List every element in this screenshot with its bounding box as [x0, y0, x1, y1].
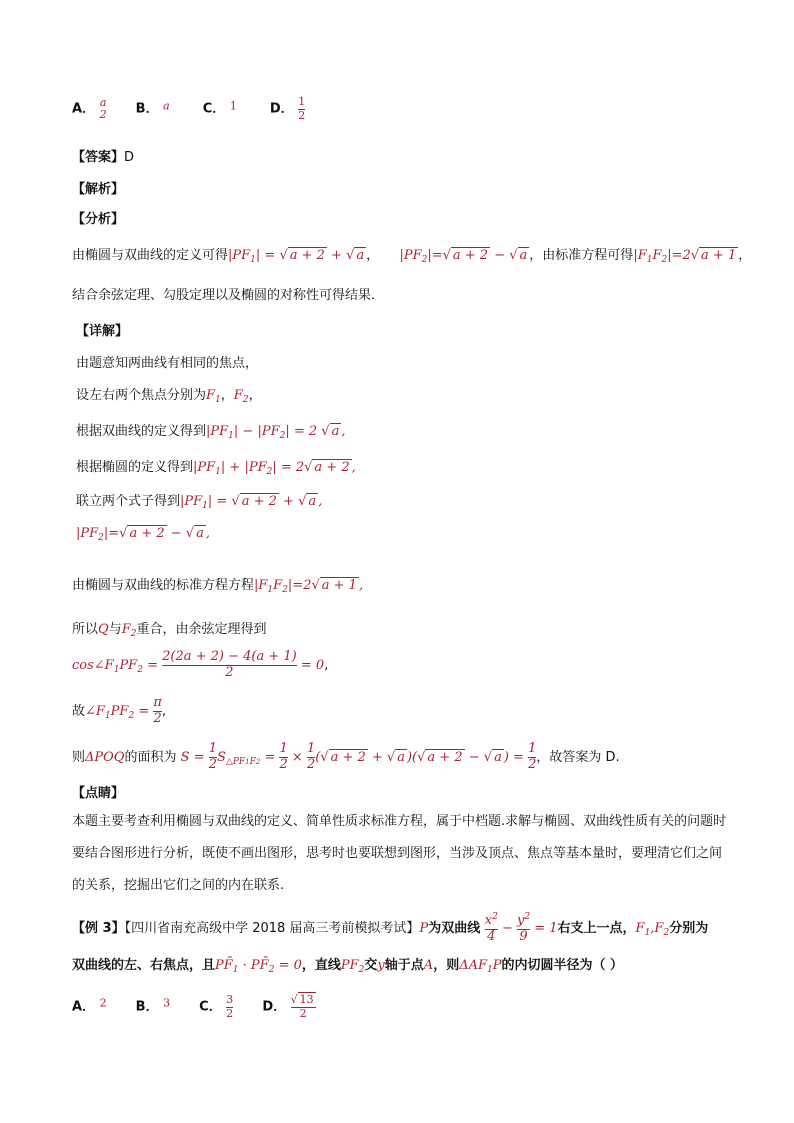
detail-s2: 设左右两个焦点分别为$F_1$，$F_2$， [76, 388, 262, 405]
cosine-fraction: $\frac{2(2a + 2) - 4(a + 1)}{2}$ [162, 649, 297, 680]
formula-pf1: $|PF_1|$ = √ a + 2 + √ a [228, 248, 365, 265]
detail-s4: 根据椭圆的定义得到$|PF_1| + |PF_2| = 2√$ a + 2 , [76, 460, 356, 477]
detail-s6 [76, 526, 210, 543]
detail-s11: 则ΔPOQ的面积为 S = $\frac{1}{2}$ $S_{\triangle PF1F2}$ = $\frac{1}{2}$ × $\frac{1}{2}$ (√ a + 2 + √ a )(√ a + 2 − √ a ) = $\frac{1}{2}$ ，故答案为 D. [72, 741, 620, 772]
formula-f1f2-std: $|F_1F_2|=2√$ a + 1 , [254, 578, 364, 595]
formula-pf1-result: $|PF_1|$ = √ a + 2 + √ a , [180, 494, 323, 511]
formula-ellipse-def: $|PF_1| + |PF_2| = 2√$ a + 2 , [193, 460, 356, 477]
example3-options: A． $^2$ B． $^3$ C． $\frac{3}{2}$ D． $\frac{√ 13}{2}$ [72, 993, 314, 1020]
area-formula: S = $\frac{1}{2}$ $S_{\triangle PF1F2}$ = $\frac{1}{2}$ × $\frac{1}{2}$ (√ a + 2 + √ a )(√ a + 2 − √ a ) = $\frac{1}{2}$ [180, 741, 537, 772]
fenxi-line-1: 由椭圆与双曲线的定义可得$|PF_1|$ = √ a + 2 + √ a ， $|PF_2|=√$ a + 2 − √ a ，由标准方程可得$|F_1F_2|=2√$ a + 1 ， [72, 248, 752, 265]
prev-question-options [72, 96, 305, 122]
answer-tag: 【答案】 [72, 150, 125, 165]
detail-s1: 由题意知两曲线有相同的焦点， [76, 356, 259, 371]
fenxi-line-2: 结合余弦定理、勾股定理以及椭圆的对称性可得结果. [72, 288, 376, 303]
formula-hyperbola-def: $|PF_1| - |PF_2| = 2$ √ a , [206, 424, 346, 441]
detail-s8: 所以Q与$F_2$重合，由余弦定理得到 [72, 622, 267, 639]
hyperbola-equation: $\frac{x^2}{4}$ − $\frac{y^2}{9}$ = 1 [484, 912, 558, 944]
dianjing-text: 本题主要考查利用椭圆与双曲线的定义、简单性质求标准方程，属于中档题.求解与椭圆、双曲线性质有关的问题时要结合图形进行分析，既使不画出图形，思考时也要联想到图形，当涉及顶点、焦点等基本量时，要理清它们之间的关系，挖掘出它们之间的内在联系. [72, 814, 727, 893]
option-c-value: 1 [229, 99, 237, 113]
detail-s10: 故$\angle F_1PF_2$ = $\frac{\pi}{2}$ , [72, 695, 167, 726]
fenxi-tag: 【分析】 [72, 212, 125, 227]
angle-fraction: $\frac{\pi}{2}$ [153, 695, 162, 726]
detail-s5: 联立两个式子得到$|PF_1|$ = √ a + 2 + √ a , [76, 494, 323, 511]
answer-line [72, 146, 134, 165]
example3-line-2: 双曲线的左、右焦点，且$PF̄_1$ · $PF̄_2 = 0$，直线$PF_2$交y轴于点A，则$\Delta AF_1P$的内切圆半径为（ ） [72, 958, 624, 975]
formula-pf2-result: $|PF_2|=√$ a + 2 − √ a , [76, 526, 210, 543]
detail-s7: 由椭圆与双曲线的标准方程方程$|F_1F_2|=2√$ a + 1 , [72, 578, 364, 595]
formula-pf2: $|PF_2|=√$ a + 2 − √ a [399, 248, 528, 265]
formula-f1f2: $|F_1F_2|=2√$ a + 1 [633, 248, 737, 265]
analysis-tag: 【解析】 [72, 182, 125, 197]
option-d-label: D． [269, 101, 294, 117]
option-d-fraction: $\frac{1}{2}$ [298, 95, 306, 122]
detail-s3: 根据双曲线的定义得到$|PF_1| - |PF_2| = 2$ √ a , [76, 424, 346, 441]
option-c-label: C． [202, 101, 226, 117]
option-b-value: a [163, 99, 170, 113]
answer-value: D [124, 150, 135, 165]
option-b-label: B． [135, 101, 159, 117]
detail-tag: 【详解】 [76, 324, 129, 339]
detail-s9-cosine: $\cos\angle F_1PF_2$ = $\frac{2(2a + 2) - 4(a + 1)}{2}$ = 0, [72, 649, 329, 680]
dianjing-tag: 【点睛】 [72, 786, 125, 801]
option-a-fraction: a 2 [99, 95, 107, 122]
option-a-label: A． [72, 101, 96, 117]
example3-line-1: 【例 3】【四川省南充高级中学 2018 届高三考前模拟考试】P为双曲线 $\frac{x^2}{4}$ − $\frac{y^2}{9}$ = 1右支上一点，$F_1,F_2$分别为 [72, 912, 709, 944]
